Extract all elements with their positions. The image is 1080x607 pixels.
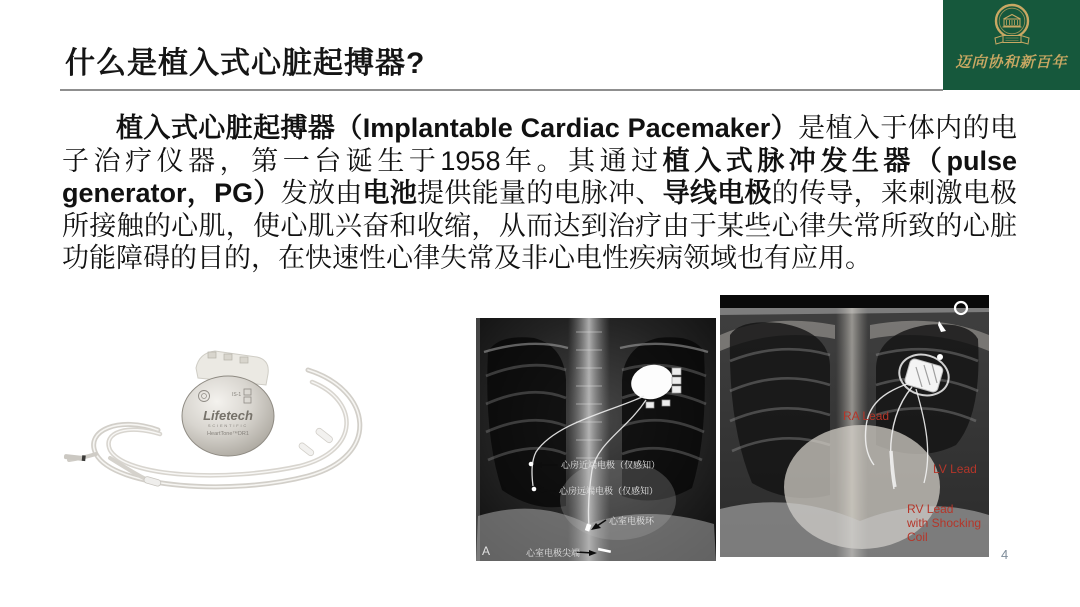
label-rv-lead-2: with Shocking	[907, 516, 982, 530]
label-ra-lead: RA Lead	[843, 409, 890, 423]
label-rv-lead-3: Coil	[907, 530, 928, 544]
term-pulse-generator: 植入式脉冲发生器（pulse generator，PG）	[62, 145, 1017, 208]
body-paragraph: 植入式心脏起搏器（Implantable Cardiac Pacemaker）是植入于体内的电子治疗仪器，第一台诞生于1958年。其通过植入式脉冲发生器（pulse generator，PG）发放由电池提供能量的电脉冲、导线电极的传导，来刺激电极所接触的心肌，使心肌兴奋和收缩，从而达到治疗由于某些心律失常所致的心脏功能障碍的目的，在快速性心律失常及非心电性疾病领域也有应用。	[62, 113, 1018, 273]
panel-letter: A	[482, 544, 491, 558]
label-atrial-distal-electrode: 心房远端电极（仅感知）	[559, 486, 659, 496]
connector-standard-mark: IS-1	[232, 392, 242, 398]
pumc-emblem-icon	[986, 0, 1038, 50]
pacemaker-device-photo	[60, 336, 395, 514]
page-title: 什么是植入式心脏起搏器?	[65, 47, 426, 80]
term-battery: 电池	[362, 178, 418, 208]
title-underline	[60, 89, 943, 91]
label-rv-lead-1: RV Lead	[907, 502, 954, 516]
label-lv-lead: LV Lead	[933, 462, 977, 476]
term-pacemaker: 植入式心脏起搏器（Implantable Cardiac Pacemaker）	[116, 113, 799, 143]
device-model: HeartTone™DR1	[207, 431, 249, 437]
device-brand: Lifetech	[203, 408, 253, 423]
label-ventricular-tip: 心室电极尖端	[526, 548, 581, 558]
pulse-generator	[182, 351, 274, 456]
label-atrial-proximal-electrode: 心房近端电极（仅感知）	[561, 460, 661, 470]
device-brand-sub: SCIENTIFIC	[207, 423, 249, 428]
page-number: 4	[1001, 547, 1009, 562]
xray-dual-chamber-pacemaker	[476, 318, 716, 561]
logo-motto: 迈向协和新百年	[955, 53, 1068, 71]
xray-crtd-leads	[720, 295, 989, 557]
hospital-logo-block	[943, 0, 1080, 90]
label-ventricular-ring: 心室电极环	[609, 516, 655, 526]
term-lead-electrode: 导线电极	[662, 178, 772, 208]
